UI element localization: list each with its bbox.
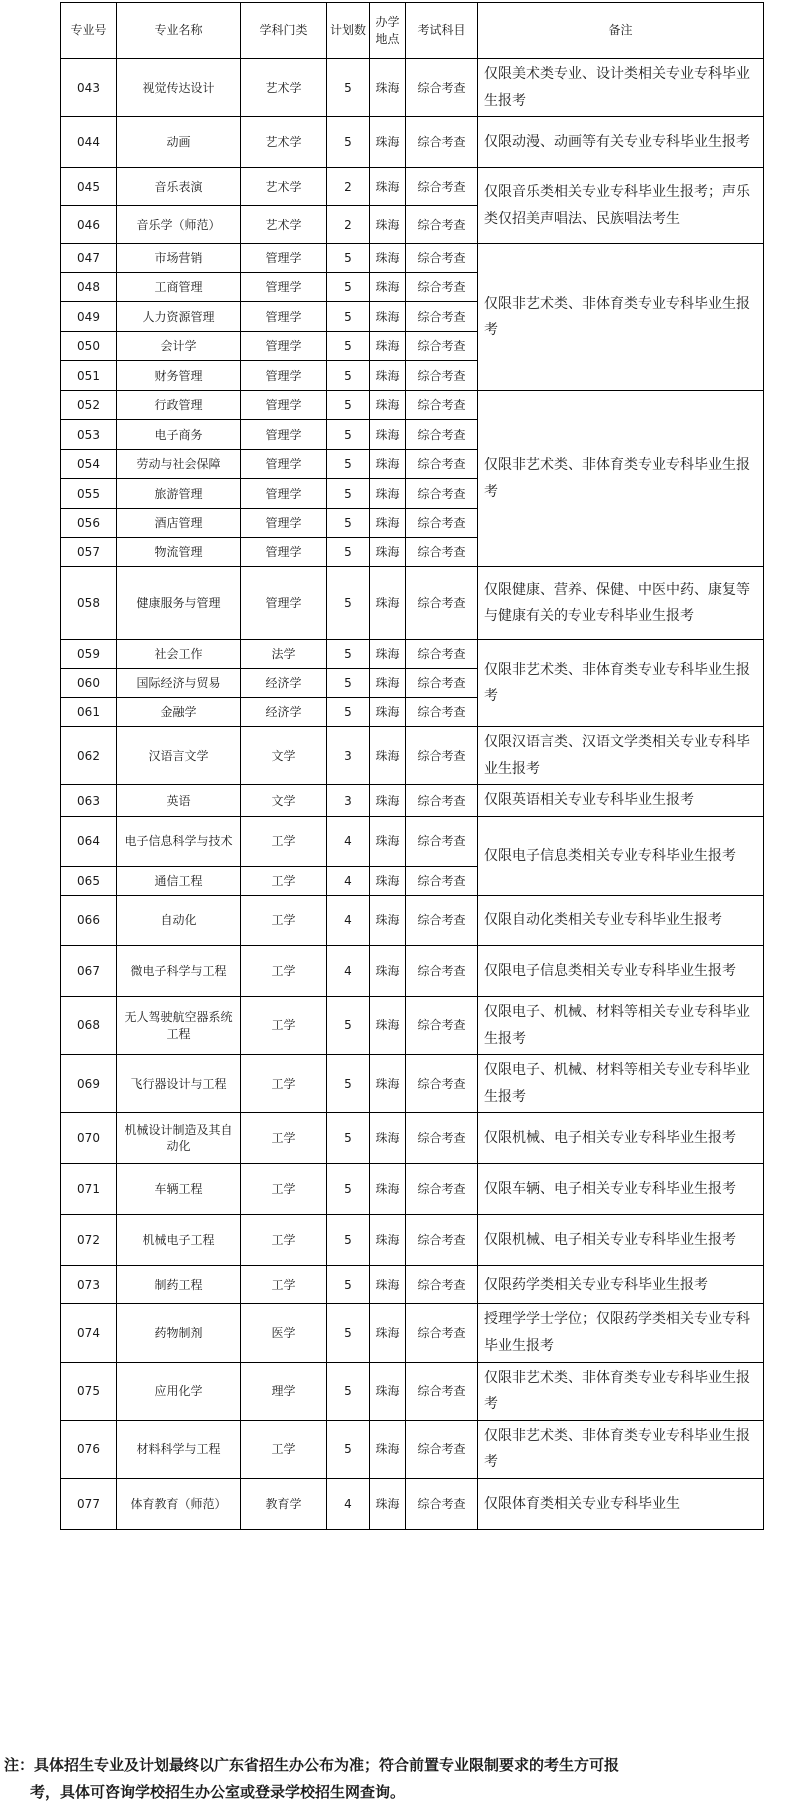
- cell-category: 工学: [241, 1055, 327, 1113]
- cell-plan: 5: [327, 1113, 370, 1164]
- cell-plan: 5: [327, 391, 370, 420]
- cell-location: 珠海: [370, 895, 406, 945]
- table-row: [61, 1362, 764, 1420]
- cell-code: 061: [61, 698, 117, 727]
- table-row: [61, 816, 764, 866]
- table-row: [61, 1055, 764, 1113]
- cell-location: 珠海: [370, 168, 406, 206]
- cell-remark: 仅限美术类专业、设计类相关专业专科毕业生报考: [478, 59, 764, 117]
- cell-remark: 仅限英语相关专业专科毕业生报考: [478, 785, 764, 817]
- cell-exam: 综合考查: [406, 206, 478, 244]
- cell-plan: 5: [327, 640, 370, 669]
- cell-code: 059: [61, 640, 117, 669]
- cell-location: 珠海: [370, 273, 406, 302]
- table-body: [61, 59, 764, 1530]
- cell-location: 珠海: [370, 996, 406, 1054]
- header-remark: 备注: [478, 3, 764, 59]
- cell-location: 珠海: [370, 1113, 406, 1164]
- cell-remark: 仅限非艺术类、非体育类专业专科毕业生报考: [478, 1362, 764, 1420]
- cell-code: 077: [61, 1478, 117, 1529]
- header-category: 学科门类: [241, 3, 327, 59]
- cell-exam: 综合考查: [406, 1215, 478, 1266]
- table-row: [61, 59, 764, 117]
- cell-exam: 综合考查: [406, 361, 478, 391]
- table-row: [61, 1420, 764, 1478]
- cell-plan: 3: [327, 785, 370, 817]
- cell-location: 珠海: [370, 945, 406, 996]
- cell-name: 电子商务: [117, 420, 241, 450]
- cell-category: 经济学: [241, 669, 327, 698]
- cell-location: 珠海: [370, 1304, 406, 1362]
- header-plan: 计划数: [327, 3, 370, 59]
- cell-name: 人力资源管理: [117, 302, 241, 332]
- cell-name: 国际经济与贸易: [117, 669, 241, 698]
- cell-code: 043: [61, 59, 117, 117]
- cell-category: 管理学: [241, 479, 327, 509]
- cell-name: 行政管理: [117, 391, 241, 420]
- cell-category: 医学: [241, 1304, 327, 1362]
- cell-code: 045: [61, 168, 117, 206]
- table-row: [61, 117, 764, 168]
- cell-code: 067: [61, 945, 117, 996]
- header-code: 专业号: [61, 3, 117, 59]
- cell-exam: 综合考查: [406, 1266, 478, 1304]
- cell-location: 珠海: [370, 1164, 406, 1215]
- cell-remark: 仅限机械、电子相关专业专科毕业生报考: [478, 1113, 764, 1164]
- cell-exam: 综合考查: [406, 1113, 478, 1164]
- cell-plan: 4: [327, 895, 370, 945]
- cell-remark: 仅限机械、电子相关专业专科毕业生报考: [478, 1215, 764, 1266]
- cell-category: 教育学: [241, 1478, 327, 1529]
- cell-exam: 综合考查: [406, 168, 478, 206]
- cell-name: 无人驾驶航空器系统工程: [117, 996, 241, 1054]
- cell-plan: 5: [327, 117, 370, 168]
- cell-name: 旅游管理: [117, 479, 241, 509]
- cell-location: 珠海: [370, 117, 406, 168]
- table-row: [61, 1164, 764, 1215]
- cell-remark: 仅限非艺术类、非体育类专业专科毕业生报考: [478, 1420, 764, 1478]
- cell-exam: 综合考查: [406, 727, 478, 785]
- cell-code: 072: [61, 1215, 117, 1266]
- cell-category: 文学: [241, 785, 327, 817]
- cell-exam: 综合考查: [406, 273, 478, 302]
- cell-exam: 综合考查: [406, 640, 478, 669]
- cell-plan: 5: [327, 538, 370, 567]
- table-header-row: [61, 3, 764, 59]
- cell-exam: 综合考查: [406, 450, 478, 479]
- cell-location: 珠海: [370, 1266, 406, 1304]
- cell-name: 电子信息科学与技术: [117, 816, 241, 866]
- cell-exam: 综合考查: [406, 816, 478, 866]
- cell-exam: 综合考查: [406, 59, 478, 117]
- cell-code: 065: [61, 866, 117, 895]
- cell-code: 046: [61, 206, 117, 244]
- cell-plan: 5: [327, 302, 370, 332]
- cell-exam: 综合考查: [406, 1420, 478, 1478]
- cell-plan: 5: [327, 273, 370, 302]
- cell-code: 058: [61, 567, 117, 640]
- cell-category: 工学: [241, 945, 327, 996]
- cell-code: 068: [61, 996, 117, 1054]
- cell-name: 英语: [117, 785, 241, 817]
- cell-location: 珠海: [370, 420, 406, 450]
- table-row: [61, 168, 764, 206]
- cell-category: 管理学: [241, 567, 327, 640]
- cell-code: 054: [61, 450, 117, 479]
- cell-category: 工学: [241, 1164, 327, 1215]
- cell-code: 047: [61, 244, 117, 273]
- cell-remark: 仅限健康、营养、保健、中医中药、康复等与健康有关的专业专科毕业生报考: [478, 567, 764, 640]
- cell-name: 酒店管理: [117, 509, 241, 538]
- cell-name: 飞行器设计与工程: [117, 1055, 241, 1113]
- cell-code: 071: [61, 1164, 117, 1215]
- cell-location: 珠海: [370, 391, 406, 420]
- cell-exam: 综合考查: [406, 785, 478, 817]
- cell-exam: 综合考查: [406, 1055, 478, 1113]
- cell-location: 珠海: [370, 59, 406, 117]
- table-row: [61, 1266, 764, 1304]
- cell-exam: 综合考查: [406, 538, 478, 567]
- cell-remark: 仅限电子、机械、材料等相关专业专科毕业生报考: [478, 996, 764, 1054]
- cell-plan: 5: [327, 244, 370, 273]
- cell-category: 工学: [241, 1215, 327, 1266]
- cell-name: 应用化学: [117, 1362, 241, 1420]
- cell-exam: 综合考查: [406, 698, 478, 727]
- cell-remark: 仅限动漫、动画等有关专业专科毕业生报考: [478, 117, 764, 168]
- table-row: [61, 1478, 764, 1529]
- cell-location: 珠海: [370, 866, 406, 895]
- header-exam: 考试科目: [406, 3, 478, 59]
- cell-category: 经济学: [241, 698, 327, 727]
- cell-remark: 仅限非艺术类、非体育类专业专科毕业生报考: [478, 244, 764, 391]
- cell-category: 艺术学: [241, 59, 327, 117]
- cell-category: 工学: [241, 1113, 327, 1164]
- cell-code: 051: [61, 361, 117, 391]
- table-row: [61, 785, 764, 817]
- footnote: [4, 1752, 794, 1806]
- cell-plan: 5: [327, 1420, 370, 1478]
- cell-plan: 4: [327, 816, 370, 866]
- cell-plan: 5: [327, 509, 370, 538]
- cell-name: 微电子科学与工程: [117, 945, 241, 996]
- cell-plan: 5: [327, 361, 370, 391]
- cell-name: 车辆工程: [117, 1164, 241, 1215]
- cell-exam: 综合考查: [406, 567, 478, 640]
- header-name: 专业名称: [117, 3, 241, 59]
- cell-name: 社会工作: [117, 640, 241, 669]
- cell-exam: 综合考查: [406, 1164, 478, 1215]
- cell-name: 机械电子工程: [117, 1215, 241, 1266]
- cell-plan: 5: [327, 1266, 370, 1304]
- cell-name: 工商管理: [117, 273, 241, 302]
- table-row: [61, 244, 764, 273]
- cell-code: 069: [61, 1055, 117, 1113]
- cell-exam: 综合考查: [406, 996, 478, 1054]
- table-row: [61, 567, 764, 640]
- cell-category: 理学: [241, 1362, 327, 1420]
- cell-plan: 5: [327, 420, 370, 450]
- cell-category: 管理学: [241, 302, 327, 332]
- table-row: [61, 1113, 764, 1164]
- cell-location: 珠海: [370, 538, 406, 567]
- cell-remark: 仅限非艺术类、非体育类专业专科毕业生报考: [478, 391, 764, 567]
- cell-location: 珠海: [370, 302, 406, 332]
- cell-code: 055: [61, 479, 117, 509]
- table-row: [61, 996, 764, 1054]
- cell-exam: 综合考查: [406, 866, 478, 895]
- cell-name: 材料科学与工程: [117, 1420, 241, 1478]
- cell-remark: 仅限电子信息类相关专业专科毕业生报考: [478, 816, 764, 895]
- cell-location: 珠海: [370, 479, 406, 509]
- cell-plan: 5: [327, 479, 370, 509]
- cell-code: 060: [61, 669, 117, 698]
- cell-remark: 仅限汉语言类、汉语文学类相关专业专科毕业生报考: [478, 727, 764, 785]
- cell-code: 074: [61, 1304, 117, 1362]
- cell-exam: 综合考查: [406, 302, 478, 332]
- footnote-line-2: 考，具体可咨询学校招生办公室或登录学校招生网查询。: [30, 1783, 406, 1801]
- cell-name: 药物制剂: [117, 1304, 241, 1362]
- cell-remark: 仅限车辆、电子相关专业专科毕业生报考: [478, 1164, 764, 1215]
- cell-name: 音乐学（师范）: [117, 206, 241, 244]
- cell-exam: 综合考查: [406, 1478, 478, 1529]
- cell-name: 财务管理: [117, 361, 241, 391]
- cell-name: 视觉传达设计: [117, 59, 241, 117]
- cell-exam: 综合考查: [406, 391, 478, 420]
- cell-location: 珠海: [370, 332, 406, 361]
- cell-plan: 5: [327, 567, 370, 640]
- cell-category: 文学: [241, 727, 327, 785]
- cell-remark: 仅限药学类相关专业专科毕业生报考: [478, 1266, 764, 1304]
- cell-category: 艺术学: [241, 168, 327, 206]
- cell-exam: 综合考查: [406, 420, 478, 450]
- cell-plan: 5: [327, 669, 370, 698]
- admission-table-wrapper: [60, 2, 763, 1530]
- cell-category: 艺术学: [241, 117, 327, 168]
- cell-exam: 综合考查: [406, 479, 478, 509]
- cell-category: 工学: [241, 996, 327, 1054]
- cell-name: 会计学: [117, 332, 241, 361]
- cell-location: 珠海: [370, 1478, 406, 1529]
- cell-remark: 仅限体育类相关专业专科毕业生: [478, 1478, 764, 1529]
- table-row: [61, 1304, 764, 1362]
- cell-code: 070: [61, 1113, 117, 1164]
- cell-location: 珠海: [370, 1215, 406, 1266]
- cell-plan: 5: [327, 996, 370, 1054]
- cell-category: 艺术学: [241, 206, 327, 244]
- cell-plan: 4: [327, 1478, 370, 1529]
- cell-name: 金融学: [117, 698, 241, 727]
- cell-location: 珠海: [370, 509, 406, 538]
- cell-category: 工学: [241, 895, 327, 945]
- table-row: [61, 727, 764, 785]
- cell-location: 珠海: [370, 450, 406, 479]
- cell-code: 057: [61, 538, 117, 567]
- cell-name: 机械设计制造及其自动化: [117, 1113, 241, 1164]
- cell-location: 珠海: [370, 727, 406, 785]
- cell-remark: 仅限电子、机械、材料等相关专业专科毕业生报考: [478, 1055, 764, 1113]
- cell-name: 市场营销: [117, 244, 241, 273]
- cell-exam: 综合考查: [406, 509, 478, 538]
- cell-remark: 仅限电子信息类相关专业专科毕业生报考: [478, 945, 764, 996]
- cell-exam: 综合考查: [406, 1362, 478, 1420]
- cell-name: 制药工程: [117, 1266, 241, 1304]
- cell-remark: 仅限非艺术类、非体育类专业专科毕业生报考: [478, 640, 764, 727]
- cell-code: 062: [61, 727, 117, 785]
- cell-location: 珠海: [370, 669, 406, 698]
- cell-category: 管理学: [241, 244, 327, 273]
- cell-name: 汉语言文学: [117, 727, 241, 785]
- cell-category: 管理学: [241, 450, 327, 479]
- cell-remark: 仅限自动化类相关专业专科毕业生报考: [478, 895, 764, 945]
- cell-name: 自动化: [117, 895, 241, 945]
- cell-code: 075: [61, 1362, 117, 1420]
- cell-name: 物流管理: [117, 538, 241, 567]
- cell-category: 管理学: [241, 273, 327, 302]
- cell-plan: 4: [327, 945, 370, 996]
- cell-location: 珠海: [370, 206, 406, 244]
- cell-code: 052: [61, 391, 117, 420]
- cell-exam: 综合考查: [406, 1304, 478, 1362]
- cell-category: 工学: [241, 1266, 327, 1304]
- cell-plan: 5: [327, 450, 370, 479]
- cell-category: 管理学: [241, 391, 327, 420]
- cell-exam: 综合考查: [406, 332, 478, 361]
- cell-category: 工学: [241, 816, 327, 866]
- cell-plan: 5: [327, 1055, 370, 1113]
- cell-location: 珠海: [370, 1420, 406, 1478]
- cell-name: 健康服务与管理: [117, 567, 241, 640]
- cell-exam: 综合考查: [406, 945, 478, 996]
- cell-location: 珠海: [370, 244, 406, 273]
- cell-name: 劳动与社会保障: [117, 450, 241, 479]
- cell-plan: 5: [327, 1362, 370, 1420]
- cell-code: 063: [61, 785, 117, 817]
- cell-location: 珠海: [370, 1362, 406, 1420]
- cell-plan: 5: [327, 1164, 370, 1215]
- cell-location: 珠海: [370, 361, 406, 391]
- cell-plan: 5: [327, 1215, 370, 1266]
- cell-code: 049: [61, 302, 117, 332]
- cell-exam: 综合考查: [406, 895, 478, 945]
- cell-location: 珠海: [370, 1055, 406, 1113]
- cell-remark: 仅限音乐类相关专业专科毕业生报考；声乐类仅招美声唱法、民族唱法考生: [478, 168, 764, 244]
- cell-exam: 综合考查: [406, 244, 478, 273]
- cell-code: 066: [61, 895, 117, 945]
- cell-category: 管理学: [241, 332, 327, 361]
- cell-exam: 综合考查: [406, 117, 478, 168]
- cell-plan: 2: [327, 168, 370, 206]
- cell-remark: 授理学学士学位；仅限药学类相关专业专科毕业生报考: [478, 1304, 764, 1362]
- cell-name: 动画: [117, 117, 241, 168]
- cell-category: 管理学: [241, 420, 327, 450]
- footnote-line-1: 注：具体招生专业及计划最终以广东省招生办公布为准；符合前置专业限制要求的考生方可报: [4, 1756, 620, 1774]
- table-row: [61, 945, 764, 996]
- cell-name: 通信工程: [117, 866, 241, 895]
- cell-location: 珠海: [370, 816, 406, 866]
- cell-code: 044: [61, 117, 117, 168]
- cell-code: 073: [61, 1266, 117, 1304]
- cell-plan: 4: [327, 866, 370, 895]
- cell-category: 工学: [241, 866, 327, 895]
- cell-location: 珠海: [370, 640, 406, 669]
- cell-location: 珠海: [370, 785, 406, 817]
- cell-code: 053: [61, 420, 117, 450]
- cell-plan: 5: [327, 332, 370, 361]
- table-row: [61, 895, 764, 945]
- cell-plan: 2: [327, 206, 370, 244]
- cell-code: 056: [61, 509, 117, 538]
- cell-code: 048: [61, 273, 117, 302]
- cell-location: 珠海: [370, 567, 406, 640]
- header-location: 办学地点: [370, 3, 406, 59]
- cell-category: 法学: [241, 640, 327, 669]
- cell-category: 管理学: [241, 361, 327, 391]
- cell-category: 管理学: [241, 509, 327, 538]
- cell-plan: 3: [327, 727, 370, 785]
- cell-plan: 5: [327, 59, 370, 117]
- cell-code: 076: [61, 1420, 117, 1478]
- cell-exam: 综合考查: [406, 669, 478, 698]
- table-row: [61, 391, 764, 420]
- cell-code: 064: [61, 816, 117, 866]
- cell-plan: 5: [327, 698, 370, 727]
- cell-name: 音乐表演: [117, 168, 241, 206]
- cell-plan: 5: [327, 1304, 370, 1362]
- table-row: [61, 1215, 764, 1266]
- admission-table: [60, 2, 764, 1530]
- table-row: [61, 640, 764, 669]
- cell-category: 管理学: [241, 538, 327, 567]
- cell-location: 珠海: [370, 698, 406, 727]
- cell-name: 体育教育（师范）: [117, 1478, 241, 1529]
- cell-category: 工学: [241, 1420, 327, 1478]
- cell-code: 050: [61, 332, 117, 361]
